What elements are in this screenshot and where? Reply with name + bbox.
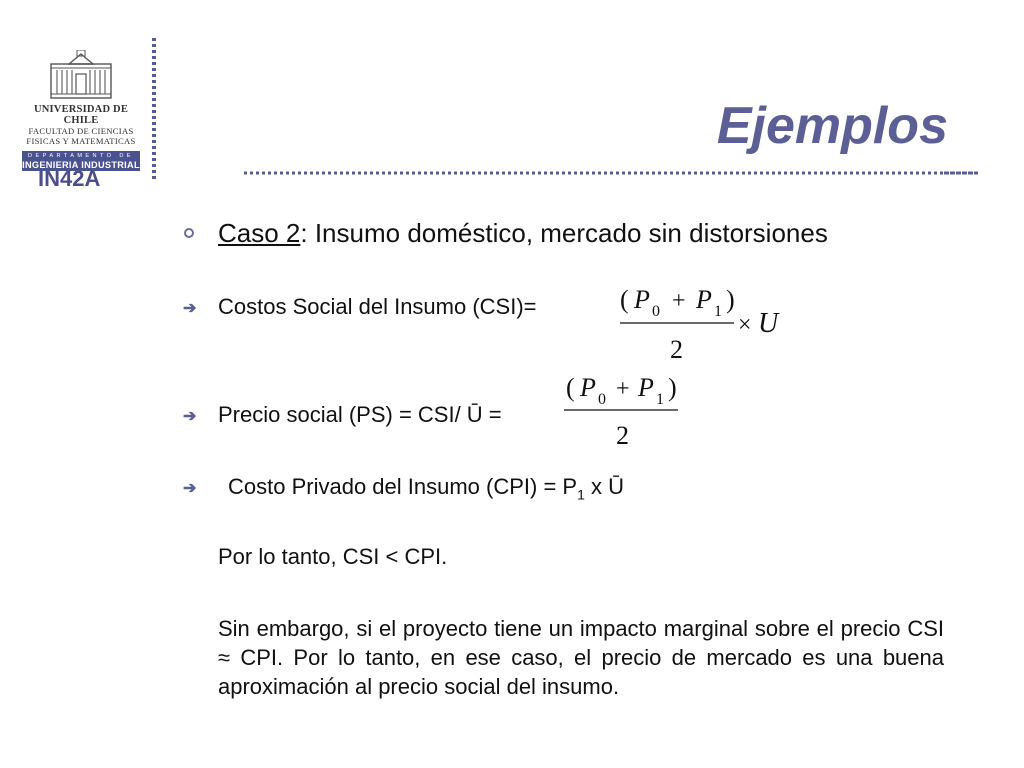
ps-p1-sub: 1 [656, 391, 664, 408]
csi-open-paren: ( [620, 285, 629, 314]
csi-p1: P [696, 285, 712, 314]
ps-p0-sub: 0 [598, 391, 606, 408]
ps-denominator: 2 [616, 421, 629, 450]
ps-formula [554, 366, 694, 454]
csi-u: U [758, 308, 779, 339]
ps-close-paren: ) [668, 373, 677, 402]
arrow-bullet-icon: ➔ [183, 408, 197, 425]
case-rest: : Insumo doméstico, mercado sin distorsiones [300, 218, 828, 248]
ps-plus: + [616, 376, 630, 402]
conclusion-text: Por lo tanto, CSI < CPI. [218, 544, 448, 569]
csi-label: Costos Social del Insumo (CSI)= [218, 294, 537, 319]
title-underline [244, 170, 980, 178]
csi-times: × [738, 312, 752, 338]
logo-faculty-line2: FISICAS Y MATEMATICAS [26, 136, 136, 146]
logo-department: DEPARTAMENTO DE [28, 153, 134, 159]
csi-denominator: 2 [670, 335, 683, 364]
university-logo [22, 50, 140, 171]
logo-department-name: INGENIERIA INDUSTRIAL [22, 160, 140, 170]
arrow-bullet-icon: ➔ [183, 480, 197, 497]
csi-p0-sub: 0 [652, 303, 660, 320]
ps-open-paren: ( [566, 373, 575, 402]
csi-p1-sub: 1 [714, 303, 722, 320]
course-code: IN42A [38, 166, 101, 191]
page-title: Ejemplos [716, 97, 948, 155]
csi-plus: + [672, 288, 686, 314]
ps-label: Precio social (PS) = CSI/ Ū = [218, 402, 502, 427]
csi-close-paren: ) [726, 285, 735, 314]
csi-p0: P [634, 285, 650, 314]
cpi-label: Costo Privado del Insumo (CPI) = P [228, 474, 578, 499]
ps-p1: P [638, 373, 654, 402]
circle-bullet-icon [184, 228, 194, 238]
logo-faculty-line1: FACULTAD DE CIENCIAS [28, 126, 134, 136]
csi-formula [612, 278, 792, 368]
paragraph-text: Sin embargo, si el proyecto tiene un impacto marginal sobre el precio CSI ≈ CPI. Por lo tanto, en ese caso, el precio de mercado es una buena aproximación al precio social del insumo. [218, 616, 944, 699]
arrow-bullet-icon: ➔ [183, 300, 197, 317]
cpi-line [228, 474, 624, 502]
ps-p0: P [580, 373, 596, 402]
cpi-rest: x Ū [584, 474, 625, 499]
vertical-divider [152, 38, 156, 180]
case-label: Caso 2 [218, 218, 301, 248]
logo-university: UNIVERSIDAD DE CHILE [33, 104, 129, 126]
building-icon [49, 50, 113, 100]
cpi-sub: 1 [577, 486, 585, 503]
case-heading [218, 218, 828, 249]
